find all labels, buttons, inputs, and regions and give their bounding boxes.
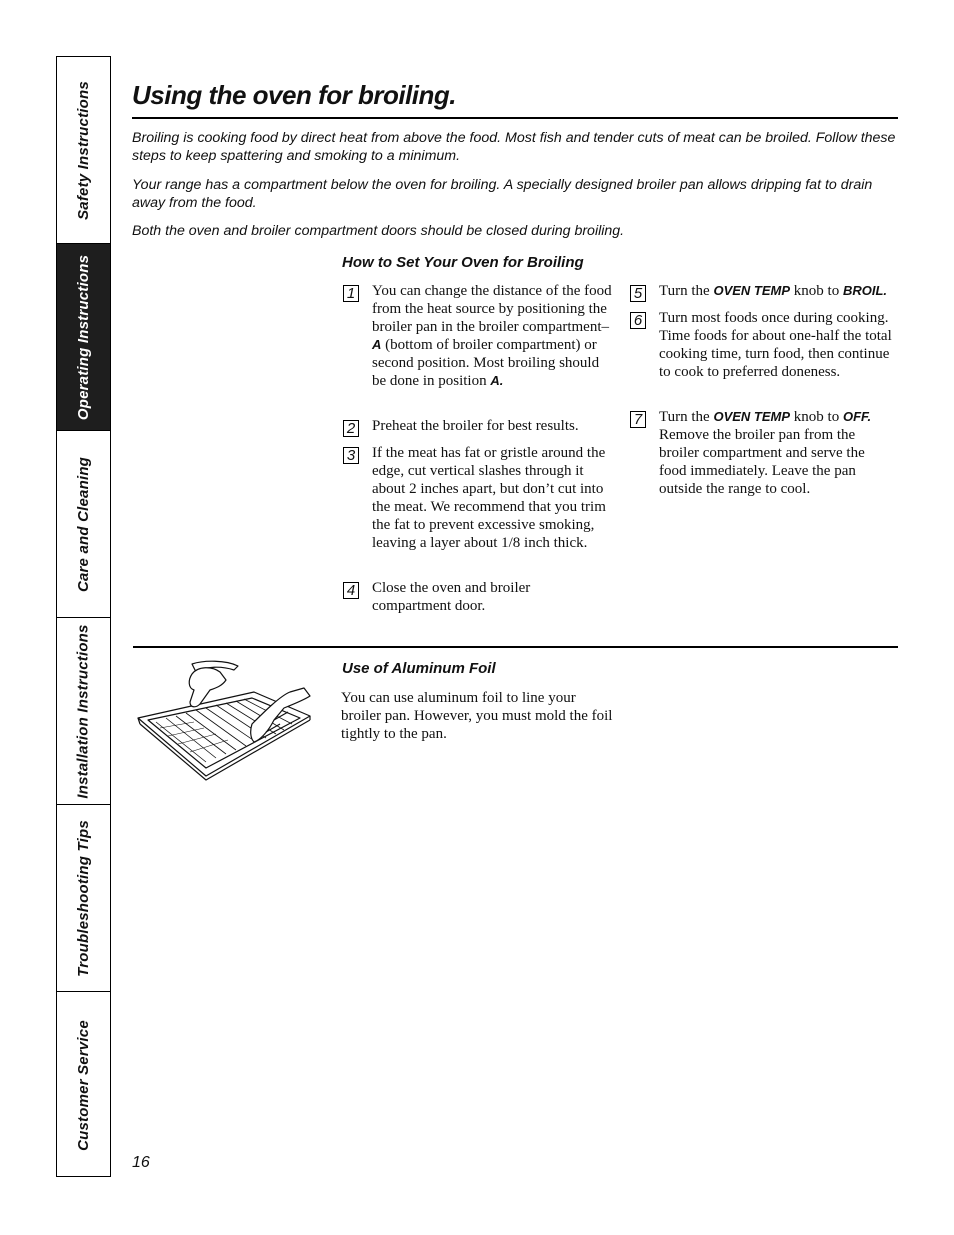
tab-care-and-cleaning[interactable]: Care and Cleaning — [57, 431, 110, 618]
step-number: 4 — [343, 582, 359, 599]
foil-heading: Use of Aluminum Foil — [342, 660, 496, 677]
intro-paragraph-2: Your range has a compartment below the oven for broiling. A specially designed broiler pan allows dripping fat to drain away from the food. — [132, 177, 873, 211]
step-text: Close the oven and broiler compartment door. — [372, 580, 531, 614]
section-sidebar — [56, 56, 111, 1177]
intro-paragraph-1: Broiling is cooking food by direct heat from above the food. Most fish and tender cuts of meat can be broiled. Follow these steps to keep spattering and smoking to a minimum. — [132, 130, 896, 164]
section-divider — [133, 646, 898, 648]
step-4 — [343, 579, 613, 615]
title-divider — [132, 117, 898, 119]
step-text: Turn the OVEN TEMP knob to BROIL. — [659, 283, 888, 299]
step-number: 6 — [630, 312, 646, 329]
step-2 — [343, 417, 613, 437]
step-number: 1 — [343, 285, 359, 302]
step-text: If the meat has fat or gristle around the edge, cut vertical slashes through it about 2 inches apart, but don’t cut into the meat. We recommend that you trim the fat to prevent excessive smoking, leaving a layer about 1/8 inch thick. — [372, 445, 606, 551]
step-3 — [343, 444, 613, 552]
step-number: 5 — [630, 285, 646, 302]
step-5 — [630, 282, 895, 302]
step-text: You can change the distance of the food from the heat source by positioning the broiler pan in the broiler compartment–A (bottom of broiler compartment) or second position. Most broiling should be done in position A. — [372, 283, 612, 389]
foil-text: You can use aluminum foil to line your broiler pan. However, you must mold the foil tightly to the pan. — [341, 690, 613, 742]
broiler-pan-illustration — [134, 658, 314, 784]
step-text: Preheat the broiler for best results. — [372, 418, 579, 434]
step-1 — [343, 282, 613, 390]
step-number: 3 — [343, 447, 359, 464]
tab-installation-instructions[interactable]: Installation Instructions — [57, 618, 110, 805]
step-7 — [630, 408, 895, 498]
step-number: 7 — [630, 411, 646, 428]
tab-safety-instructions[interactable]: Safety Instructions — [57, 57, 110, 244]
tab-operating-instructions[interactable]: Operating Instructions — [57, 244, 110, 431]
tab-customer-service[interactable]: Customer Service — [75, 1020, 93, 1151]
page-title: Using the oven for broiling. — [132, 80, 456, 110]
step-6 — [630, 309, 895, 381]
how-to-heading: How to Set Your Oven for Broiling — [342, 254, 584, 271]
step-text: Turn the OVEN TEMP knob to OFF. Remove the broiler pan from the broiler compartment and serve the food immediately. Leave the pan outside the range to cool. — [659, 409, 872, 497]
intro-paragraph-3: Both the oven and broiler compartment doors should be closed during broiling. — [132, 223, 625, 239]
step-number: 2 — [343, 420, 359, 437]
page-number: 16 — [132, 1154, 150, 1171]
tab-troubleshooting-tips[interactable]: Troubleshooting Tips — [57, 805, 110, 992]
step-text: Turn most foods once during cooking. Time foods for about one-half the total cooking time, turn food, then continue to cook to preferred doneness. — [659, 310, 892, 380]
